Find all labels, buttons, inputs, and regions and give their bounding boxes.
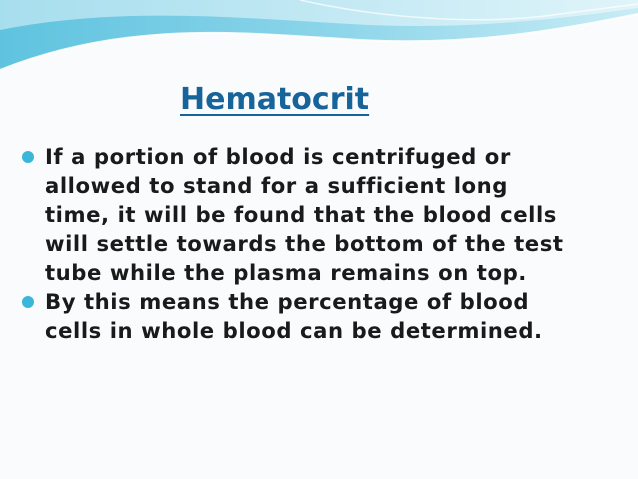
- bullet-text-line: If a portion of blood is centrifuged or: [45, 144, 511, 169]
- bullet-text-line: will settle towards the bottom of the test: [45, 231, 564, 256]
- slide-title: Hematocrit: [180, 82, 370, 117]
- title-container: [180, 82, 369, 117]
- bullet-text-line: cells in whole blood can be determined.: [45, 318, 543, 343]
- bullet-list: [22, 142, 622, 345]
- bullet-dot-icon: [22, 296, 34, 308]
- header-wave-decoration: [0, 0, 638, 80]
- bullet-item: [22, 287, 622, 345]
- bullet-text-line: time, it will be found that the blood cells: [45, 202, 557, 227]
- bullet-text-line: tube while the plasma remains on top.: [45, 260, 527, 285]
- bullet-text-line: By this means the percentage of blood: [45, 289, 530, 314]
- bullet-text-line: allowed to stand for a sufficient long: [45, 173, 509, 198]
- bullet-item: [22, 142, 622, 287]
- bullet-dot-icon: [22, 151, 34, 163]
